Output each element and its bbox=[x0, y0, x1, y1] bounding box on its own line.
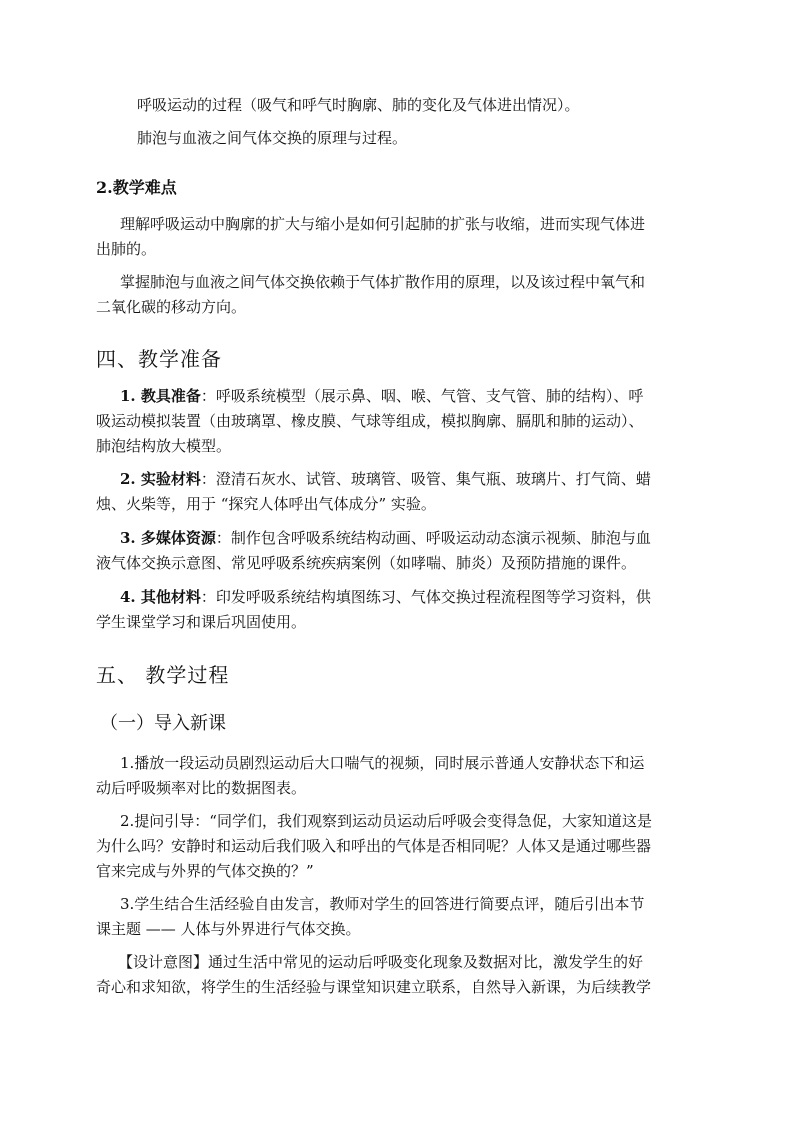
prep-item-1-line3: 肺泡结构放大模型。 bbox=[96, 437, 232, 455]
prep-item-3-line1 bbox=[120, 527, 651, 549]
key-point-1: 呼吸运动的过程（吸气和呼气时胸廓、肺的变化及气体进出情况）。 bbox=[137, 96, 580, 114]
prep-item-1-text: ：呼吸系统模型（展示鼻、咽、喉、气管、支气管、肺的结构）、呼 bbox=[200, 387, 644, 405]
prep-item-3-label: 3. 多媒体资源 bbox=[120, 529, 216, 547]
process-p3-line1: 3.学生结合生活经验自由发言，教师对学生的回答进行简要点评，随后引出本节 bbox=[120, 895, 645, 913]
difficulties-heading: 2.教学难点 bbox=[96, 178, 177, 197]
process-p2-line2: 为什么吗？安静时和运动后我们吸入和呼出的气体是否相同呢？人体又是通过哪些器 bbox=[96, 837, 652, 855]
difficulty-p2-line1: 掌握肺泡与血液之间气体交换依赖于气体扩散作用的原理，以及该过程中氧气和 bbox=[120, 273, 646, 291]
prep-item-3-text: ：制作包含呼吸系统结构动画、呼吸运动动态演示视频、肺泡与血 bbox=[215, 529, 651, 547]
prep-item-4-line1 bbox=[120, 586, 651, 608]
process-subheading: （一）导入新课 bbox=[100, 713, 226, 734]
process-p3-line2: 课主题 —— 人体与外界进行气体交换。 bbox=[96, 920, 361, 938]
prep-item-1-line1 bbox=[120, 385, 643, 407]
process-p4-line1: 【设计意图】通过生活中常见的运动后呼吸变化现象及数据对比，激发学生的好 bbox=[118, 953, 644, 971]
prep-item-4-label: 4. 其他材料 bbox=[120, 588, 201, 606]
process-p1-line2: 动后呼吸频率对比的数据图表。 bbox=[96, 779, 307, 797]
process-heading: 五、 教学过程 bbox=[96, 663, 230, 687]
difficulty-p1-line1: 理解呼吸运动中胸廓的扩大与缩小是如何引起肺的扩张与收缩，进而实现气体进 bbox=[120, 215, 646, 233]
process-p2-line3: 官来完成与外界的气体交换的？” bbox=[96, 862, 314, 880]
prep-item-2-label: 2. 实验材料 bbox=[120, 470, 201, 488]
difficulty-p2-line2: 二氧化碳的移动方向。 bbox=[96, 298, 247, 316]
prep-item-2-line2: 烛、火柴等，用于 “探究人体呼出气体成分” 实验。 bbox=[96, 495, 436, 513]
process-p4-line2: 奇心和求知欲，将学生的生活经验与课堂知识建立联系，自然导入新课，为后续教学 bbox=[96, 978, 652, 996]
prep-item-4-line2: 学生课堂学习和课后巩固使用。 bbox=[96, 613, 307, 631]
process-p2-line1: 2.提问引导：“同学们，我们观察到运动员运动后呼吸会变得急促，大家知道这是 bbox=[120, 812, 652, 830]
prep-item-4-text: ：印发呼吸系统结构填图练习、气体交换过程流程图等学习资料，供 bbox=[200, 588, 651, 606]
prep-item-1-line2: 吸运动模拟装置（由玻璃罩、橡皮膜、气球等组成，模拟胸廓、膈肌和肺的运动）、 bbox=[96, 412, 644, 430]
prep-item-1-label: 1. 教具准备 bbox=[120, 387, 201, 405]
prep-item-3-line2: 液气体交换示意图、常见呼吸系统疾病案例（如哮喘、肺炎）及预防措施的课件。 bbox=[96, 554, 637, 572]
difficulty-p1-line2: 出肺的。 bbox=[96, 240, 157, 258]
preparation-heading: 四、教学准备 bbox=[96, 347, 222, 371]
prep-item-2-line1 bbox=[120, 468, 651, 490]
prep-item-2-text: ：澄清石灰水、试管、玻璃管、吸管、集气瓶、玻璃片、打气筒、蜡 bbox=[200, 470, 651, 488]
process-p1-line1: 1.播放一段运动员剧烈运动后大口喘气的视频，同时展示普通人安静状态下和运 bbox=[120, 754, 645, 772]
key-point-2: 肺泡与血液之间气体交换的原理与过程。 bbox=[137, 129, 408, 147]
